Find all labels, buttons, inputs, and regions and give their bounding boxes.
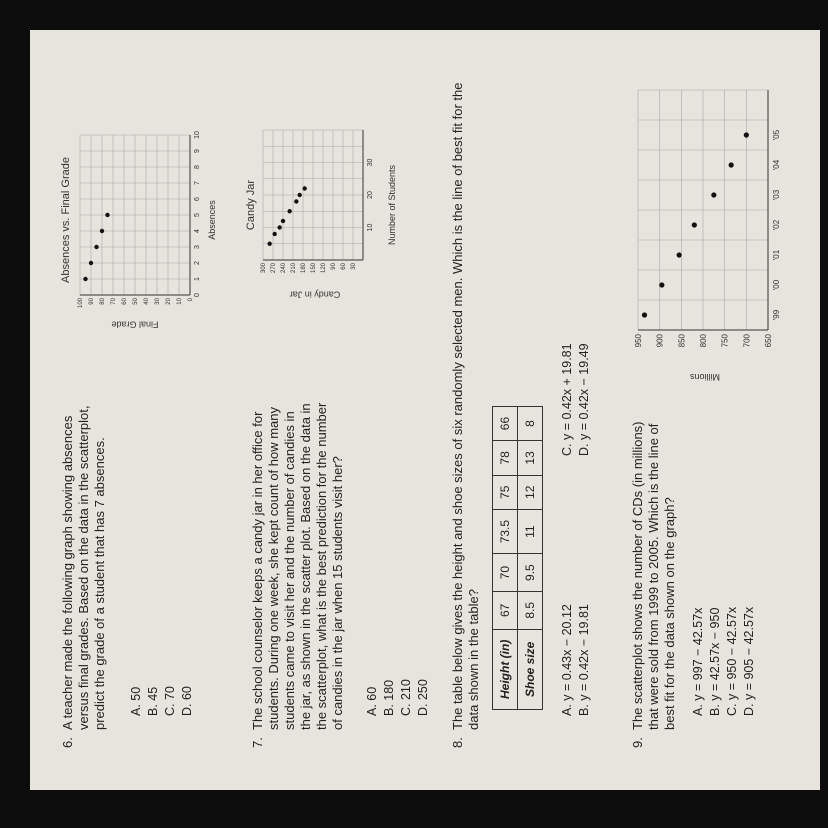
question-text: The table below gives the height and shoe sizes of six randomly selected men. Which is the line of best fit for the data shown in the table? xyxy=(450,82,481,730)
table-cell: 75 xyxy=(493,475,518,509)
table-cell: 11 xyxy=(518,509,543,553)
x-tick-label: 10 xyxy=(367,223,374,232)
y-tick-label: 700 xyxy=(742,334,752,348)
x-tick-label: '04 xyxy=(772,159,781,171)
data-point xyxy=(677,252,682,257)
option-b[interactable]: B. y = 42.57x − 950 xyxy=(708,607,722,716)
y-axis-label: Millions xyxy=(689,371,721,382)
row-header: Shoe size xyxy=(518,629,543,709)
x-tick-label: 6 xyxy=(194,197,201,201)
y-tick-label: 30 xyxy=(155,298,161,305)
table-cell: 78 xyxy=(493,441,518,475)
y-tick-label: 150 xyxy=(311,263,317,274)
y-tick-label: 210 xyxy=(291,263,297,274)
x-tick-label: '05 xyxy=(772,129,781,141)
option-b[interactable]: B. 45 xyxy=(146,686,160,716)
data-point xyxy=(744,132,749,137)
table-cell: 73.5 xyxy=(493,509,518,553)
table-cell: 66 xyxy=(493,406,518,440)
x-tick-label: 4 xyxy=(194,229,201,233)
q9-scatter xyxy=(630,70,790,370)
option-d[interactable]: D. 60 xyxy=(180,686,194,716)
option-a[interactable]: A. 60 xyxy=(365,686,379,716)
y-tick-label: 900 xyxy=(655,334,665,348)
y-tick-label: 90 xyxy=(89,298,95,305)
data-point xyxy=(659,282,664,287)
y-tick-label: 20 xyxy=(166,298,172,305)
table-cell: 70 xyxy=(493,554,518,592)
data-point xyxy=(277,225,281,229)
x-tick-label: 1 xyxy=(194,277,201,281)
question-number: 8. xyxy=(450,737,465,748)
option-a[interactable]: A. y = 997 − 42.57x xyxy=(691,607,705,716)
y-axis-label: Final Grade xyxy=(111,319,159,330)
x-tick-label: 7 xyxy=(194,181,201,185)
x-axis-label: Number of Students xyxy=(387,164,397,246)
chart-title: Absences vs. Final Grade xyxy=(60,157,72,283)
y-tick-label: 50 xyxy=(133,298,139,305)
x-tick-label: 20 xyxy=(367,191,374,199)
option-c[interactable]: C. 210 xyxy=(399,679,413,716)
data-point xyxy=(83,277,87,281)
q6-scatter xyxy=(72,120,202,320)
chart-title: Candy Jar xyxy=(245,179,257,231)
table-cell: 8 xyxy=(518,406,543,440)
table-cell: 67 xyxy=(493,591,518,629)
option-b[interactable]: B. 180 xyxy=(382,679,396,716)
y-tick-label: 270 xyxy=(271,263,277,274)
x-tick-label: '99 xyxy=(772,309,781,321)
data-point xyxy=(294,199,298,203)
x-tick-label: 30 xyxy=(367,158,374,167)
y-tick-label: 800 xyxy=(699,334,708,348)
question-text: A teacher made the following graph showing absences versus final grades. Based on the data in the scatterplot, predict the grade of a student that has 7 absences. xyxy=(60,405,107,730)
x-tick-label: 5 xyxy=(194,213,201,217)
question-number: 7. xyxy=(250,737,265,748)
data-point xyxy=(281,219,285,223)
data-point xyxy=(297,193,301,197)
question-6 xyxy=(60,400,196,748)
y-tick-label: 100 xyxy=(78,298,84,309)
y-tick-label: 60 xyxy=(122,298,128,305)
y-tick-label: 120 xyxy=(321,263,327,274)
y-tick-label: 180 xyxy=(301,263,307,274)
y-tick-label: 10 xyxy=(177,298,183,305)
question-9 xyxy=(630,410,758,748)
data-point xyxy=(100,229,104,233)
y-axis-label: Candy in Jar xyxy=(289,289,341,300)
x-tick-label: 9 xyxy=(194,149,201,153)
data-point xyxy=(89,261,93,265)
data-point xyxy=(94,245,98,249)
question-number: 6. xyxy=(60,737,75,748)
y-tick-label: 0 xyxy=(188,298,194,302)
q7-scatter xyxy=(257,120,382,290)
option-d[interactable]: D. 250 xyxy=(416,679,430,716)
row-header: Height (in) xyxy=(493,629,518,709)
y-tick-label: 240 xyxy=(281,263,287,274)
data-point xyxy=(287,209,291,213)
q6-chart xyxy=(60,120,217,330)
data-point xyxy=(272,232,276,236)
y-tick-label: 950 xyxy=(634,334,643,348)
y-tick-label: 850 xyxy=(677,334,687,348)
x-axis-label: Absences xyxy=(207,200,217,240)
option-d[interactable]: D. y = 0.42x − 19.49 xyxy=(577,343,591,456)
x-tick-label: '03 xyxy=(772,189,781,201)
y-tick-label: 80 xyxy=(100,298,106,305)
y-tick-label: 40 xyxy=(144,298,150,305)
question-7 xyxy=(250,400,432,748)
height-shoe-table xyxy=(492,406,543,710)
question-text: The scatterplot shows the number of CDs (in millions) that were sold from 1999 to 2005. Which is the line of best fit for the data shown on the graph? xyxy=(630,421,677,730)
x-tick-label: 0 xyxy=(194,293,201,297)
worksheet-paper xyxy=(30,30,820,790)
table-row xyxy=(493,406,518,709)
data-point xyxy=(642,312,647,317)
option-b[interactable]: B. y = 0.42x − 19.81 xyxy=(577,604,591,716)
table-cell: 13 xyxy=(518,441,543,475)
question-text: The school counselor keeps a candy jar in her office for students. During one week, she kept count of how many students came to visit her and the number of candies in the jar, as shown in the scatter plot. Based on the data in the scatterplot, what is the best prediction for the number of candies in the jar when 15 students visit her? xyxy=(250,402,345,730)
x-tick-label: 10 xyxy=(194,131,201,139)
y-tick-label: 60 xyxy=(341,263,347,270)
table-cell: 8.5 xyxy=(518,591,543,629)
y-tick-label: 750 xyxy=(720,334,730,348)
option-a[interactable]: A. 50 xyxy=(129,686,143,716)
question-number: 9. xyxy=(630,737,645,748)
data-point xyxy=(105,213,109,217)
x-tick-label: '02 xyxy=(772,219,781,231)
y-tick-label: 30 xyxy=(351,263,357,270)
q9-chart xyxy=(630,70,795,382)
data-point xyxy=(729,162,734,167)
table-row xyxy=(518,406,543,709)
table-cell: 12 xyxy=(518,475,543,509)
option-a[interactable]: A. y = 0.43x − 20.12 xyxy=(560,604,574,716)
y-tick-label: 90 xyxy=(331,263,337,270)
question-8 xyxy=(450,80,593,748)
data-point xyxy=(692,222,697,227)
x-tick-label: 8 xyxy=(194,165,201,169)
option-c[interactable]: C. y = 0.42x + 19.81 xyxy=(560,343,574,456)
data-point xyxy=(267,242,271,246)
data-point xyxy=(711,192,716,197)
y-tick-label: 650 xyxy=(764,334,773,348)
x-tick-label: 3 xyxy=(194,245,201,249)
q7-chart xyxy=(245,120,397,300)
x-tick-label: '00 xyxy=(772,279,781,291)
y-tick-label: 70 xyxy=(111,298,117,305)
table-cell: 9.5 xyxy=(518,554,543,592)
option-c[interactable]: C. 70 xyxy=(163,686,177,716)
y-tick-label: 300 xyxy=(261,263,267,274)
x-tick-label: 2 xyxy=(194,261,201,265)
data-point xyxy=(302,186,306,190)
x-tick-label: '01 xyxy=(772,249,781,261)
option-c[interactable]: C. y = 950 − 42.57x xyxy=(725,606,739,716)
option-d[interactable]: D. y = 905 − 42.57x xyxy=(742,606,756,716)
